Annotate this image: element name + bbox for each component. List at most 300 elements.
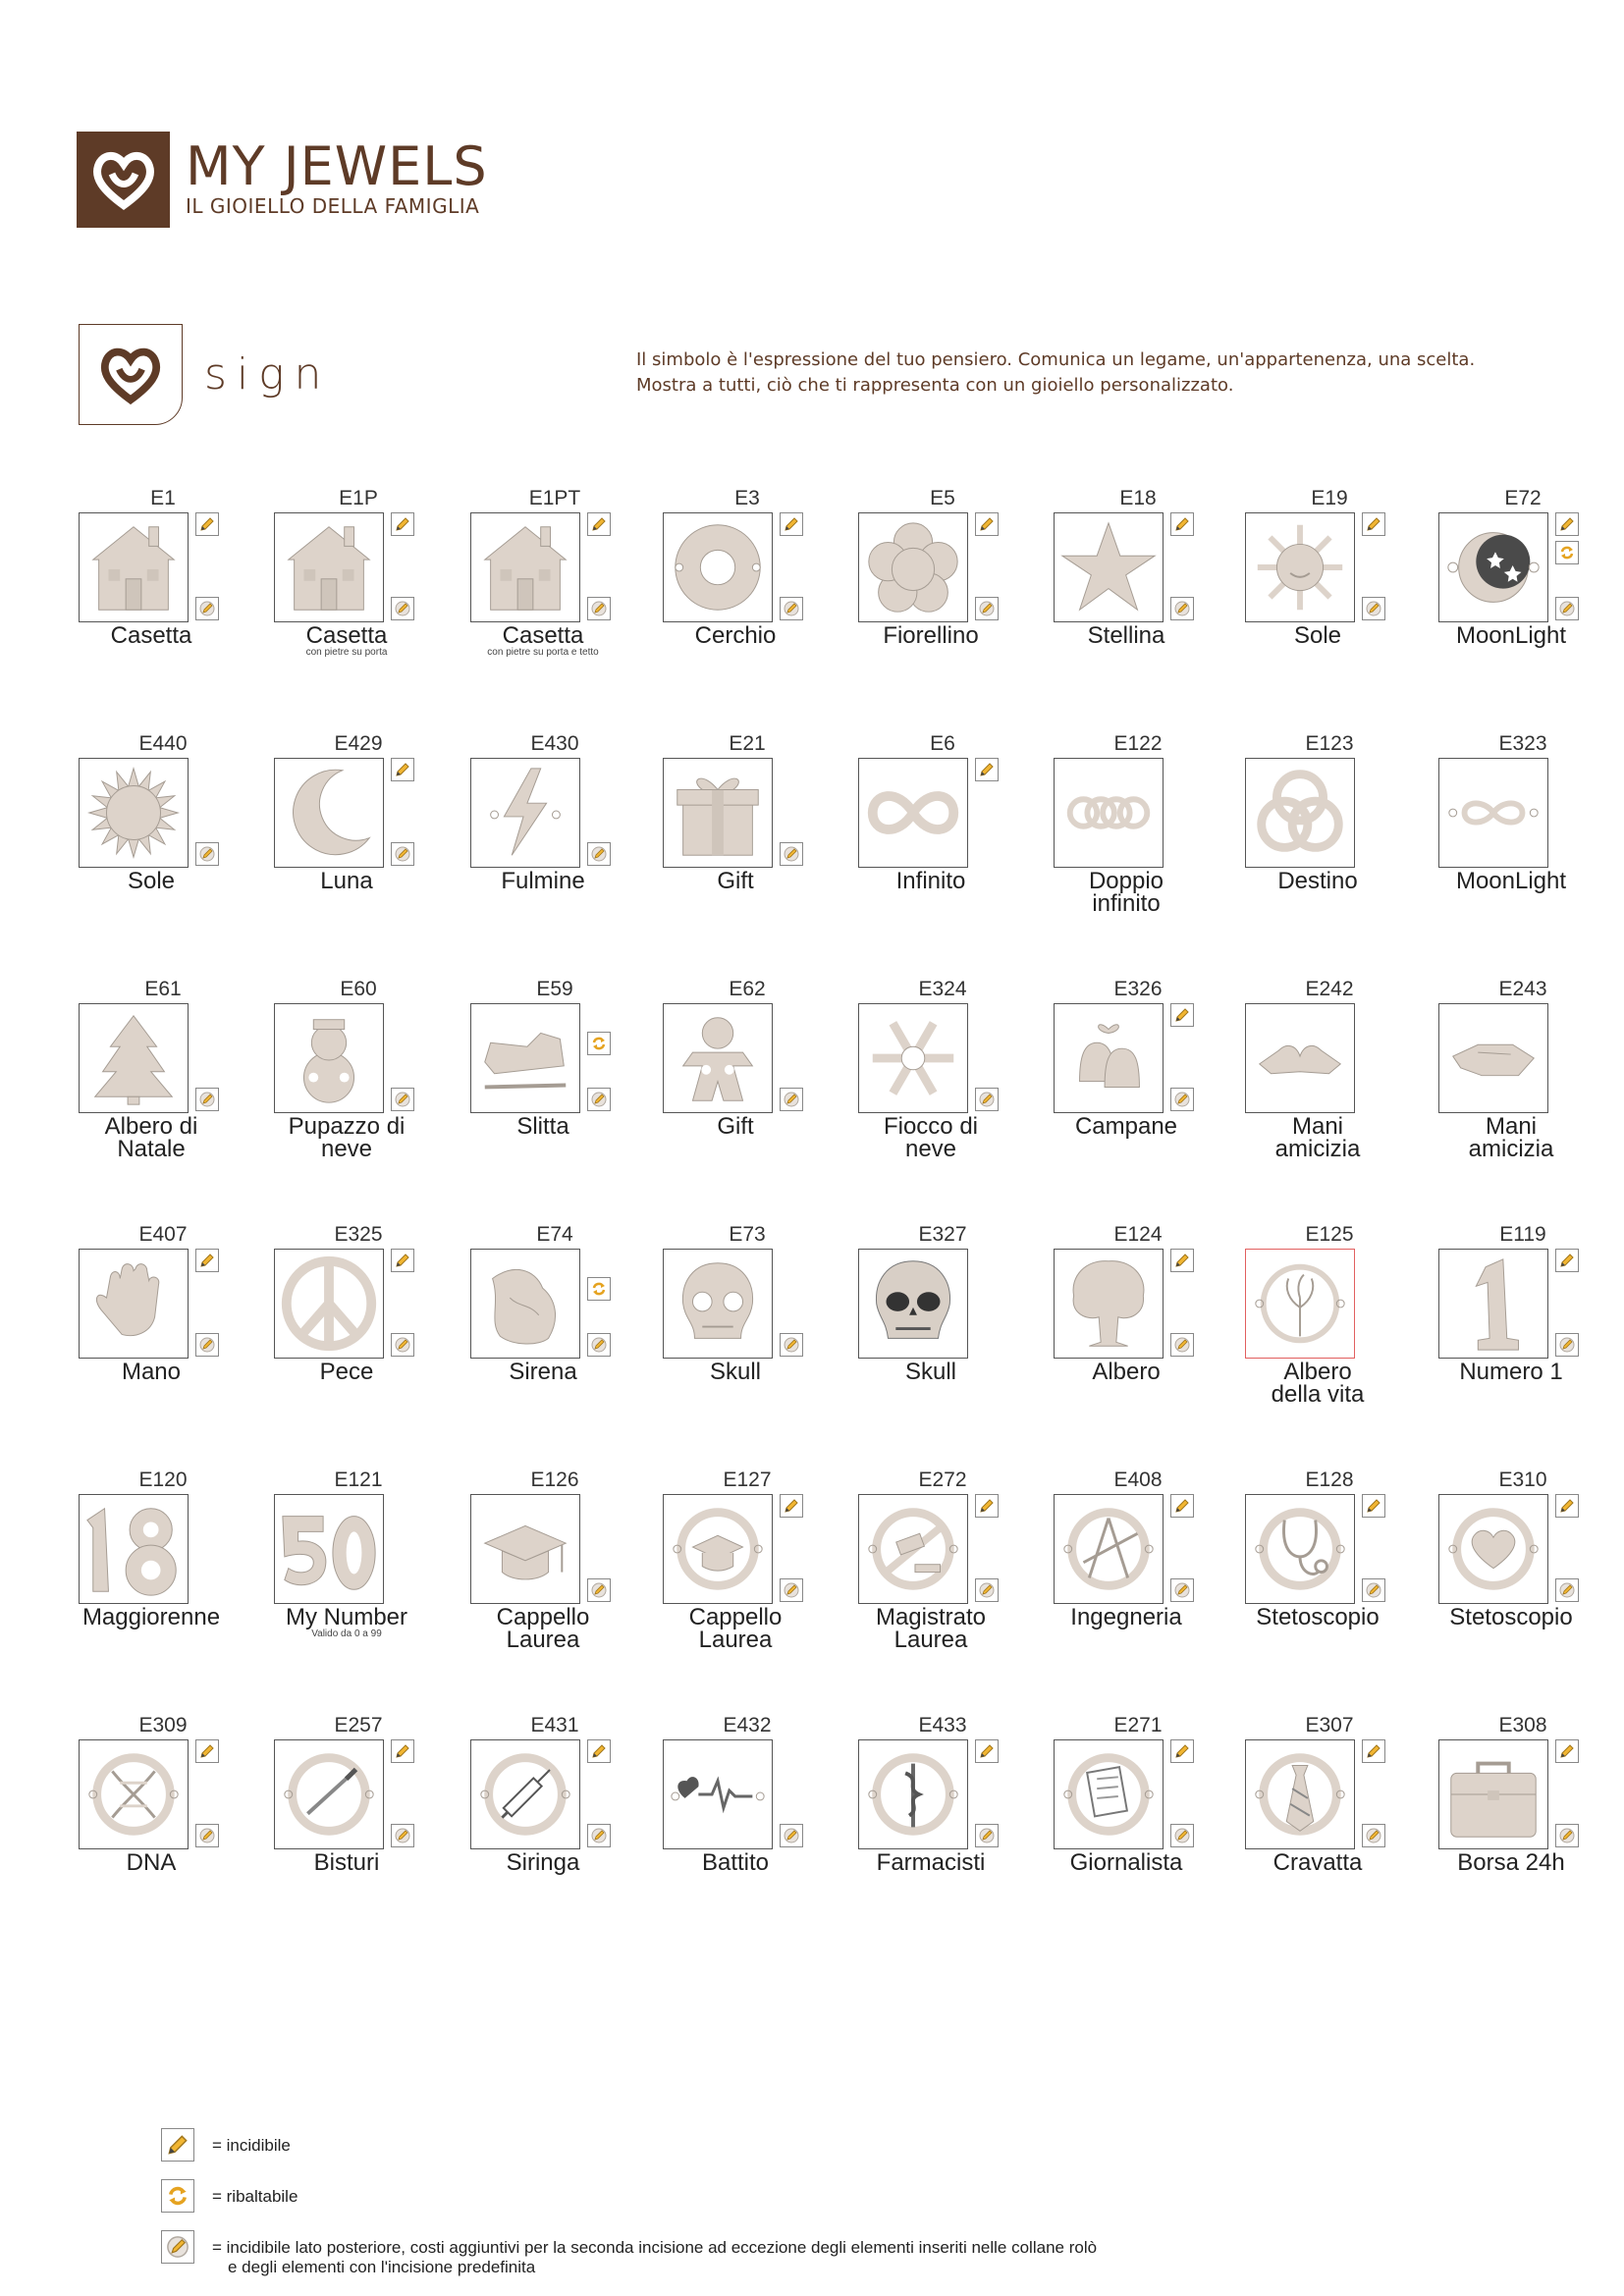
symbol-name: [450, 624, 636, 658]
symbol-name-line1: Stellina: [1087, 622, 1165, 649]
stethring-icon: [1245, 1494, 1355, 1604]
symbol-name: [642, 1606, 829, 1651]
pencil-icon: [161, 2128, 194, 2162]
back-engrave-icon: [975, 1824, 999, 1847]
symbol-name-line1: DNA: [126, 1849, 177, 1876]
pencil-icon: [780, 512, 803, 536]
symbol-name-line1: Skull: [904, 1359, 957, 1385]
symbol-subtitle: Valido da 0 a 99: [311, 1629, 382, 1639]
symbol-name-line1: Albero: [1092, 1359, 1161, 1385]
symbol-code: E257: [334, 1714, 383, 1736]
triquetra-icon: [1245, 758, 1355, 868]
hands-icon: [1245, 1003, 1355, 1113]
symbol-code: E408: [1113, 1468, 1163, 1491]
symbol-card-e430[interactable]: [450, 732, 636, 929]
symbol-card-e121[interactable]: [253, 1468, 440, 1665]
symbol-card-e324[interactable]: [838, 978, 1024, 1174]
legend-text: = ribaltabile: [212, 2187, 298, 2206]
symbol-code: E271: [1113, 1714, 1163, 1736]
symbol-name-line1: Borsa 24h: [1457, 1849, 1565, 1876]
symbol-code: E323: [1498, 732, 1547, 755]
section-word: sign: [204, 349, 332, 400]
symbol-name: [642, 1115, 829, 1138]
symbol-card-e72[interactable]: [1418, 487, 1604, 683]
symbol-card-e59[interactable]: [450, 978, 636, 1174]
ring-icon: [663, 512, 773, 622]
symbol-name-line1: Slitta: [516, 1113, 569, 1140]
back-engrave-icon: [975, 597, 999, 620]
back-engrave-icon: [195, 1333, 219, 1357]
symbol-code: E432: [723, 1714, 772, 1736]
flower-icon: [858, 512, 968, 622]
symbol-name: [450, 1361, 636, 1383]
symbol-name-line1: Fiorellino: [883, 622, 979, 649]
symbol-code: E60: [340, 978, 377, 1000]
symbol-name-line1: Fulmine: [501, 868, 585, 894]
symbol-name-line1: Albero: [1283, 1359, 1352, 1385]
scalpelring-icon: [274, 1739, 384, 1849]
back-engrave-icon: [1170, 597, 1194, 620]
symbol-code: E19: [1311, 487, 1348, 509]
gingerbread-icon: [663, 1003, 773, 1113]
flip-arrows-icon: [587, 1032, 611, 1055]
symbol-card-e325[interactable]: [253, 1223, 440, 1419]
back-engrave-icon: [587, 842, 611, 866]
symbol-name-line1: Fiocco di: [883, 1113, 979, 1140]
back-engrave-icon: [1362, 1578, 1385, 1602]
symbol-name-line1: Albero di: [104, 1113, 198, 1140]
legend-row: [161, 2230, 1097, 2277]
symbol-name-line1: Cravatta: [1272, 1849, 1363, 1876]
flip-arrows-icon: [587, 1277, 611, 1301]
symbol-name: [450, 1606, 636, 1651]
symbol-code: E121: [334, 1468, 383, 1491]
symbol-name-line1: Cappello: [496, 1604, 590, 1630]
symbol-code: E310: [1498, 1468, 1547, 1491]
symbol-name-line1: Campane: [1074, 1113, 1178, 1140]
symbol-name-line2: amicizia: [1468, 1136, 1554, 1162]
symbol-name-line1: Mani: [1291, 1113, 1344, 1140]
symbol-name: [838, 1606, 1024, 1651]
symbol-name-line2: Laurea: [506, 1627, 580, 1653]
pressring-icon: [1054, 1739, 1164, 1849]
syringering-icon: [470, 1739, 580, 1849]
symbol-name: [253, 1851, 440, 1874]
peace-icon: [274, 1249, 384, 1359]
back-engrave-icon: [195, 842, 219, 866]
symbol-name: [838, 1361, 1024, 1383]
symbol-name: [253, 624, 440, 658]
symbol-card-e308[interactable]: [1418, 1714, 1604, 1910]
skull-icon: [858, 1249, 968, 1359]
symbol-name: [58, 870, 244, 892]
symbol-subtitle: con pietre su porta: [305, 647, 388, 658]
back-engrave-icon: [391, 597, 414, 620]
back-engrave-icon: [587, 1088, 611, 1111]
symbol-name: [58, 1606, 244, 1629]
symbol-card-e257[interactable]: [253, 1714, 440, 1910]
symbol-card-e271[interactable]: [1033, 1714, 1219, 1910]
legend-text: = incidibile lato posteriore, costi aggiuntivi per la seconda incisione ad eccezione degli elementi inseriti nelle collane rolò: [212, 2238, 1098, 2257]
symbol-code: E243: [1498, 978, 1547, 1000]
symbol-card-e307[interactable]: [1224, 1714, 1411, 1910]
pencil-icon: [587, 512, 611, 536]
flip-arrows-icon: [161, 2179, 194, 2213]
back-engrave-icon: [161, 2230, 194, 2264]
symbol-name-line1: Sirena: [509, 1359, 577, 1385]
fifty-icon: [274, 1494, 384, 1604]
symbol-card-e323[interactable]: [1418, 732, 1604, 929]
pencil-icon: [1555, 1494, 1579, 1518]
symbol-code: E242: [1305, 978, 1354, 1000]
symbol-code: E127: [723, 1468, 772, 1491]
pencil-icon: [1362, 1494, 1385, 1518]
moonlight-icon: [1438, 512, 1548, 622]
symbol-name-line1: Pupazzo di: [288, 1113, 406, 1140]
symbol-card-e1[interactable]: [58, 487, 244, 683]
symbol-name-line1: Stetoscopio: [1256, 1604, 1380, 1630]
symbol-name-line1: Pece: [319, 1359, 374, 1385]
hands2-icon: [1438, 1003, 1548, 1113]
back-engrave-icon: [587, 1824, 611, 1847]
symbol-name-line1: Luna: [320, 868, 373, 894]
symbol-name: [838, 870, 1024, 892]
symbol-card-e440[interactable]: [58, 732, 244, 929]
symbol-card-e407[interactable]: [58, 1223, 244, 1419]
symbol-code: E73: [729, 1223, 766, 1246]
symbol-code: E72: [1504, 487, 1542, 509]
gradcap-icon: [470, 1494, 580, 1604]
symbol-name-line1: Gift: [717, 868, 754, 894]
pencil-icon: [1170, 1003, 1194, 1027]
pencil-icon: [975, 758, 999, 781]
symbol-subtitle: con pietre su porta e tetto: [487, 647, 599, 658]
legend-text: = incidibile: [212, 2136, 291, 2155]
pencil-icon: [780, 1494, 803, 1518]
symbol-name-line1: Maggiorenne: [81, 1604, 221, 1630]
house-icon: [470, 512, 580, 622]
back-engrave-icon: [780, 842, 803, 866]
symbol-card-e123[interactable]: [1224, 732, 1411, 929]
symbol-card-e309[interactable]: [58, 1714, 244, 1910]
symbol-name: [1033, 870, 1219, 915]
back-engrave-icon: [975, 1578, 999, 1602]
back-engrave-icon: [587, 1333, 611, 1357]
pencil-icon: [1362, 1739, 1385, 1763]
pencil-icon: [975, 1494, 999, 1518]
pencil-icon: [975, 512, 999, 536]
oak-icon: [1054, 1249, 1164, 1359]
symbol-name: [642, 624, 829, 647]
back-engrave-icon: [1555, 1578, 1579, 1602]
symbol-code: E430: [530, 732, 579, 755]
symbol-card-e119[interactable]: [1418, 1223, 1604, 1419]
symbol-card-e327[interactable]: [838, 1223, 1024, 1419]
back-engrave-icon: [587, 597, 611, 620]
symbol-name: [58, 1851, 244, 1874]
back-engrave-icon: [391, 1333, 414, 1357]
back-engrave-icon: [391, 842, 414, 866]
back-engrave-icon: [780, 1088, 803, 1111]
symbol-card-e310[interactable]: [1418, 1468, 1604, 1665]
pencil-icon: [391, 512, 414, 536]
legend: [161, 2128, 1097, 2295]
symbol-name-line2: neve: [904, 1136, 957, 1162]
symbol-name-line1: Destino: [1277, 868, 1358, 894]
symbol-card-e74[interactable]: [450, 1223, 636, 1419]
symbol-name: [253, 1361, 440, 1383]
symbol-card-e124[interactable]: [1033, 1223, 1219, 1419]
symbol-name: [58, 1361, 244, 1383]
symbol-name: [642, 1851, 829, 1874]
symbol-name-line1: Giornalista: [1069, 1849, 1183, 1876]
section-intro: Il simbolo è l'espressione del tuo pensiero. Comunica un legame, un'appartenenza, una scelta. Mostra a tutti, ciò che ti rappresenta con un gioiello personalizzato.: [636, 349, 1476, 396]
symbol-card-e128[interactable]: [1224, 1468, 1411, 1665]
symbol-name: [838, 1851, 1024, 1874]
symbol-name: [838, 1115, 1024, 1160]
symbol-name: [1418, 870, 1604, 892]
symbol-card-e73[interactable]: [642, 1223, 829, 1419]
pencil-icon: [391, 1249, 414, 1272]
symbol-name: [1033, 1851, 1219, 1874]
sugarskull-icon: [663, 1249, 773, 1359]
symbol-card-e6[interactable]: [838, 732, 1024, 929]
snowflake-icon: [858, 1003, 968, 1113]
symbol-name: [1418, 1115, 1604, 1160]
symbol-name-line1: Gift: [717, 1113, 754, 1140]
symbol-code: E6: [930, 732, 955, 755]
symbol-code: E1P: [339, 487, 378, 509]
symbol-code: E128: [1305, 1468, 1354, 1491]
house-icon: [274, 512, 384, 622]
back-engrave-icon: [195, 1088, 219, 1111]
doubleinf-icon: [1054, 758, 1164, 868]
pencil-icon: [1362, 512, 1385, 536]
pencil-icon: [195, 1249, 219, 1272]
symbol-name-line2: Natale: [117, 1136, 186, 1162]
symbol-card-e408[interactable]: [1033, 1468, 1219, 1665]
symbol-name-line1: Numero 1: [1459, 1359, 1563, 1385]
symbol-name-line1: Casetta: [502, 622, 584, 649]
symbol-card-e125[interactable]: [1224, 1223, 1411, 1419]
symbol-card-e60[interactable]: [253, 978, 440, 1174]
brand-subtitle: IL GIOIELLO DELLA FAMIGLIA: [186, 194, 480, 218]
briefcase-icon: [1438, 1739, 1548, 1849]
symbol-code: E59: [536, 978, 573, 1000]
gift-icon: [663, 758, 773, 868]
symbol-code: E326: [1113, 978, 1163, 1000]
pencil-icon: [975, 1739, 999, 1763]
symbol-code: E126: [530, 1468, 579, 1491]
symbol-name-line1: MoonLight: [1455, 622, 1567, 649]
symbol-name: [1418, 1361, 1604, 1383]
bells-icon: [1054, 1003, 1164, 1113]
symbol-card-e326[interactable]: [1033, 978, 1219, 1174]
pencil-icon: [1170, 1249, 1194, 1272]
symbol-name-line1: Doppio: [1088, 868, 1164, 894]
symbol-card-e243[interactable]: [1418, 978, 1604, 1174]
bolt-icon: [470, 758, 580, 868]
symbol-code: E3: [734, 487, 760, 509]
symbol-name: [1418, 1606, 1604, 1629]
symbol-name: [1033, 624, 1219, 647]
symbol-card-e126[interactable]: [450, 1468, 636, 1665]
symbol-name: [1224, 624, 1411, 647]
symbol-name-line1: Skull: [709, 1359, 762, 1385]
symbol-code: E429: [334, 732, 383, 755]
snowman-icon: [274, 1003, 384, 1113]
symbol-name: [253, 870, 440, 892]
symbol-name: [1224, 1361, 1411, 1406]
symbol-code: E120: [138, 1468, 188, 1491]
symbol-name: [1224, 1851, 1411, 1874]
symbol-name-line1: Battito: [701, 1849, 770, 1876]
symbol-card-e120[interactable]: [58, 1468, 244, 1665]
symbol-code: E125: [1305, 1223, 1354, 1246]
symbol-code: E325: [334, 1223, 383, 1246]
symbol-name-line2: amicizia: [1274, 1136, 1361, 1162]
star-icon: [1054, 512, 1164, 622]
symbol-code: E124: [1113, 1223, 1163, 1246]
infinity-icon: [858, 758, 968, 868]
symbol-code: E407: [138, 1223, 188, 1246]
symbol-card-e1pt[interactable]: [450, 487, 636, 683]
symbol-name: [1224, 1606, 1411, 1629]
symbol-name-line2: Laurea: [893, 1627, 968, 1653]
symbol-card-e433[interactable]: [838, 1714, 1024, 1910]
pencil-icon: [1555, 1739, 1579, 1763]
symbol-name-line1: Cerchio: [694, 622, 777, 649]
symbol-code: E307: [1305, 1714, 1354, 1736]
symbol-code: E61: [144, 978, 182, 1000]
symbol-code: E440: [138, 732, 188, 755]
symbol-name: [1224, 870, 1411, 892]
symbol-name-line1: Infinito: [895, 868, 966, 894]
symbol-card-e3[interactable]: [642, 487, 829, 683]
symbol-name-line1: Mani: [1485, 1113, 1538, 1140]
back-engrave-icon: [195, 597, 219, 620]
symbol-name-line1: My Number: [285, 1604, 408, 1630]
treeoflife-icon: [1245, 1249, 1355, 1359]
back-engrave-icon: [780, 597, 803, 620]
pencil-icon: [587, 1739, 611, 1763]
symbol-name-line1: Stetoscopio: [1449, 1604, 1573, 1630]
symbol-card-e432[interactable]: [642, 1714, 829, 1910]
symbol-card-e19[interactable]: [1224, 487, 1411, 683]
symbol-name: [58, 1115, 244, 1160]
symbol-card-e1p[interactable]: [253, 487, 440, 683]
brand-logo: [77, 132, 488, 228]
symbol-card-e431[interactable]: [450, 1714, 636, 1910]
symbol-name: [253, 1606, 440, 1639]
hand-icon: [79, 1249, 189, 1359]
symbol-name: [1033, 1606, 1219, 1629]
symbol-name: [1418, 1851, 1604, 1874]
symbol-name-line1: Sole: [127, 868, 176, 894]
symbol-name-line1: Magistrato: [875, 1604, 987, 1630]
pencil-icon: [1170, 1739, 1194, 1763]
back-engrave-icon: [780, 1333, 803, 1357]
symbol-card-e62[interactable]: [642, 978, 829, 1174]
symbol-name-line1: Cappello: [688, 1604, 783, 1630]
symbol-code: E21: [729, 732, 766, 755]
legend-row: [161, 2179, 1097, 2213]
symbol-name-line2: della vita: [1271, 1381, 1365, 1408]
heart-logo-icon: [77, 132, 170, 228]
back-engrave-icon: [587, 1578, 611, 1602]
symbol-card-e21[interactable]: [642, 732, 829, 929]
brand-title: MY JEWELS: [186, 135, 488, 197]
back-engrave-icon: [391, 1824, 414, 1847]
symbol-name: [1033, 1115, 1219, 1138]
symbol-card-e127[interactable]: [642, 1468, 829, 1665]
symbol-name: [1418, 624, 1604, 647]
symbol-name-line2: neve: [320, 1136, 373, 1162]
symbol-card-e61[interactable]: [58, 978, 244, 1174]
symbol-name: [1224, 1115, 1411, 1160]
back-engrave-icon: [1362, 1824, 1385, 1847]
symbol-code: E431: [530, 1714, 579, 1736]
sunsmall-icon: [1245, 512, 1355, 622]
back-engrave-icon: [780, 1824, 803, 1847]
symbol-code: E74: [536, 1223, 573, 1246]
legend-text-line2: e degli elementi con l'incisione predefinita: [228, 2258, 536, 2276]
symbol-code: E272: [918, 1468, 967, 1491]
symbol-name-line1: Siringa: [506, 1849, 580, 1876]
section-header: [79, 324, 331, 425]
symbol-name: [450, 870, 636, 892]
symbol-name: [58, 624, 244, 647]
back-engrave-icon: [1362, 597, 1385, 620]
symbol-card-e122[interactable]: [1033, 732, 1219, 929]
symbol-code: E119: [1499, 1223, 1546, 1246]
symbol-card-e242[interactable]: [1224, 978, 1411, 1174]
symbol-name-line2: Laurea: [698, 1627, 773, 1653]
symbol-name: [450, 1851, 636, 1874]
back-engrave-icon: [1555, 1824, 1579, 1847]
pencil-icon: [1170, 1494, 1194, 1518]
back-engrave-icon: [1170, 1333, 1194, 1357]
back-engrave-icon: [1170, 1824, 1194, 1847]
legend-row: [161, 2128, 1097, 2162]
symbol-name-line1: Farmacisti: [876, 1849, 986, 1876]
heartring-icon: [1438, 1494, 1548, 1604]
symbol-name: [1033, 1361, 1219, 1383]
pencil-icon: [195, 1739, 219, 1763]
pencil-icon: [1170, 512, 1194, 536]
symbol-name-line1: Ingegneria: [1070, 1604, 1182, 1630]
one-icon: [1438, 1249, 1548, 1359]
symbol-card-e272[interactable]: [838, 1468, 1024, 1665]
tree-icon: [79, 1003, 189, 1113]
symbol-card-e18[interactable]: [1033, 487, 1219, 683]
symbol-name-line1: MoonLight: [1455, 868, 1567, 894]
symbol-name-line2: infinito: [1092, 890, 1161, 917]
symbol-card-e5[interactable]: [838, 487, 1024, 683]
mermaid-icon: [470, 1249, 580, 1359]
house-icon: [79, 512, 189, 622]
sign-logo-icon: [79, 324, 183, 425]
back-engrave-icon: [195, 1824, 219, 1847]
back-engrave-icon: [391, 1088, 414, 1111]
heartbeat-icon: [663, 1739, 773, 1849]
pencil-icon: [1555, 512, 1579, 536]
capring-icon: [663, 1494, 773, 1604]
eighteen-icon: [79, 1494, 189, 1604]
symbol-card-e429[interactable]: [253, 732, 440, 929]
symbol-name-line1: Bisturi: [313, 1849, 380, 1876]
pencil-icon: [391, 1739, 414, 1763]
